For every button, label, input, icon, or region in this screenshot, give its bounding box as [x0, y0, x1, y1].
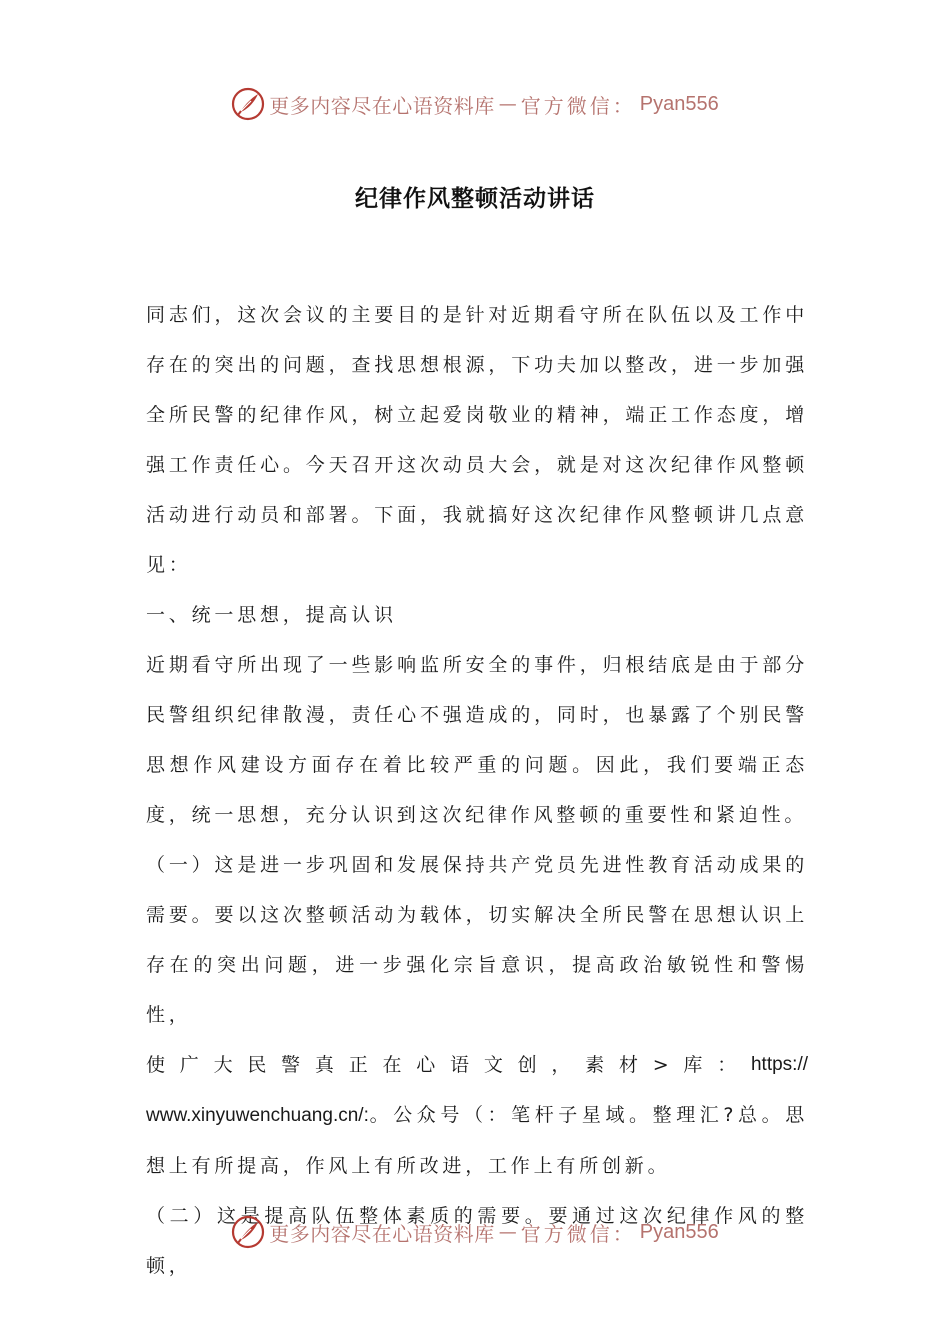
spread-char: 创: [517, 1054, 537, 1076]
spread-char: 真: [314, 1054, 334, 1076]
feather-pen-logo-icon: [231, 87, 265, 121]
spread-char: 素: [585, 1054, 605, 1076]
document-title: 纪律作风整顿活动讲话: [355, 186, 595, 212]
paragraph-url-rest: 。公众号（：笔杆子星域。整理汇?总。思想上有所提高，作风上有所改进，工作上有所创新。: [146, 1104, 808, 1177]
section-heading-1: 一、统一思想，提高认识: [146, 604, 397, 626]
feather-pen-logo-icon: [231, 1215, 265, 1249]
footer-banner: [0, 1212, 950, 1252]
banner-wechat-id: Pyan556: [639, 92, 719, 115]
spread-char: 正: [348, 1054, 368, 1076]
spread-char: 语: [450, 1054, 470, 1076]
spread-char: 材: [618, 1054, 638, 1076]
spread-char: 警: [281, 1054, 301, 1076]
spread-char: ：: [717, 1054, 737, 1076]
spread-char: 心: [416, 1054, 436, 1076]
banner-wechat-label: 官方微信：: [520, 93, 636, 118]
spread-char: ，: [551, 1054, 571, 1076]
spread-char: 民: [247, 1054, 267, 1076]
banner-wechat-id: Pyan556: [639, 1220, 719, 1243]
spread-char: 广: [179, 1054, 199, 1076]
spread-url-start: https://: [750, 1054, 808, 1075]
spread-text-line: [146, 1040, 808, 1090]
banner-slogan: 更多内容尽在心语资料库: [269, 1221, 495, 1246]
banner-dash: —: [498, 1221, 517, 1243]
paragraph-intro: 同志们，这次会议的主要目的是针对近期看守所在队伍以及工作中存在的突出的问题，查找思想根源，下功夫加以整改，进一步加强全所民警的纪律作风，树立起爱岗敬业的精神，端正工作态度，增强工作责任心。今天召开这次动员大会，就是对这次纪律作风整顿活动进行动员和部署。下面，我就搞好这次纪律作风整顿讲几点意见：: [146, 304, 808, 576]
spread-char: 库: [683, 1054, 703, 1076]
banner-dash: —: [498, 93, 517, 115]
spread-char: 在: [382, 1054, 402, 1076]
paragraph-point-2: （二）这是提高队伍整体素质的需要。要通过这次纪律作风的整顿，: [146, 1205, 808, 1277]
document-body: [146, 290, 808, 1291]
banner-slogan: 更多内容尽在心语资料库: [269, 93, 495, 118]
spread-char: 文: [483, 1054, 503, 1076]
paragraph-url-line: [146, 1090, 808, 1191]
spread-char: 使: [146, 1054, 166, 1076]
banner-wechat-label: 官方微信：: [520, 1221, 636, 1246]
spread-char: 大: [213, 1054, 233, 1076]
website-url: www.xinyuwenchuang.cn/:: [146, 1105, 369, 1126]
paragraph-point-1: （一）这是进一步巩固和发展保持共产党员先进性教育活动成果的需要。要以这次整顿活动为载体，切实解决全所民警在思想认识上存在的突出问题，进一步强化宗旨意识，提高政治敏锐性和警惕性，: [146, 854, 808, 1026]
header-banner: [0, 84, 950, 124]
spread-char: >: [652, 1054, 669, 1076]
paragraph-section-1: 近期看守所出现了一些影响监所安全的事件，归根结底是由于部分民警组织纪律散漫，责任心不强造成的，同时，也暴露了个别民警思想作风建设方面存在着比较严重的问题。因此，我们要端正态度，统一思想，充分认识到这次纪律作风整顿的重要性和紧迫性。: [146, 654, 808, 826]
